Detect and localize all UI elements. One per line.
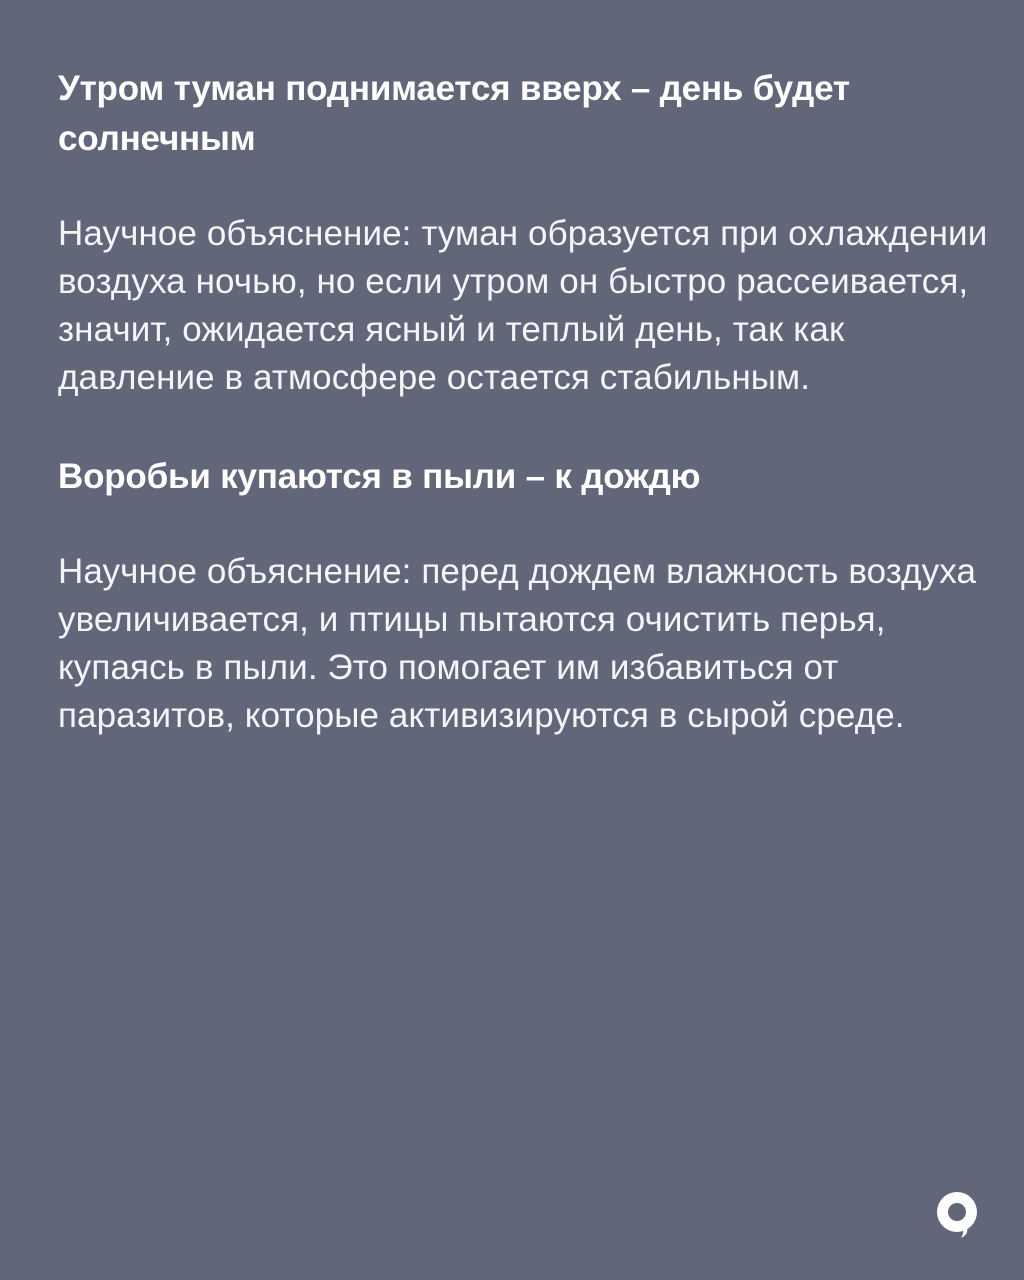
section-heading-fog: Утром туман поднимается вверх – день будет солнечным [58,69,850,158]
section-text-fog: Научное объяснение: туман образуется при охлаждении воздуха ночью, но если утром он быстро рассеивается, значит, ожидается ясный и теплый день, так как давление в атмосфере остается стабильным. [58,214,988,397]
article-content [58,64,998,740]
logo-icon [934,1190,984,1240]
section-text-sparrows: Научное объяснение: перед дождем влажность воздуха увеличивается, и птицы пытаются очистить перья, купаясь в пыли. Это помогает им избавиться от паразитов, которые активизируются в сырой среде. [58,552,977,735]
section-heading-sparrows: Воробьи купаются в пыли – к дождю [58,457,701,496]
